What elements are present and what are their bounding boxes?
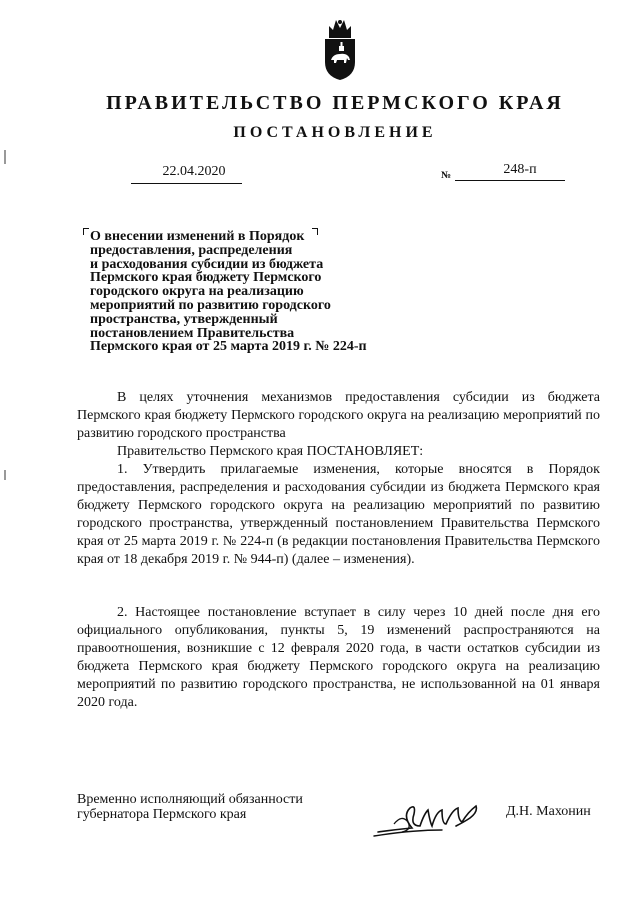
subject-bracket-left (83, 228, 89, 235)
signatory-name: Д.Н. Махонин (506, 804, 591, 819)
government-title: ПРАВИТЕЛЬСТВО ПЕРМСКОГО КРАЯ (106, 92, 564, 114)
number-sign: № (441, 170, 452, 181)
document-date: 22.04.2020 (162, 164, 226, 179)
resolution-heading: Правительство Пермского края ПОСТАНОВЛЯЕТ: (117, 444, 424, 459)
number-underline (455, 180, 565, 181)
document-type: ПОСТАНОВЛЕНИЕ (233, 124, 437, 141)
signatory-role: Временно исполняющий обязанности губернатора Пермского края (77, 792, 303, 822)
coat-of-arms-icon (322, 16, 358, 82)
scan-edge-mark (4, 150, 6, 164)
clause-2-paragraph: 2. Настоящее постановление вступает в силу через 10 дней после дня его официального опубликования, пункты 5, 19 изменений распространяются на правоотношения, возникшие с 12 февраля 2020 года, в части остатков субсидии из бюджета Пермского края бюджету Пермского городского округа на реализацию мероприятий по развитию городского пространства, не использованной на 01 января 2020 года. (77, 605, 600, 710)
document-subject: О внесении изменений в Порядок предоставления, распределения и расходования субсидии из бюджета Пермского края бюджету Пермского городского округа на реализацию мероприятий по развитию городского пространства, утвержденный постановлением Правительства Пермского края от 25 марта 2019 г. № 224-п (90, 229, 367, 355)
clause-1-paragraph: 1. Утвердить прилагаемые изменения, которые вносятся в Порядок предоставления, распределения и расходования субсидии из бюджета Пермского края бюджету Пермского городского округа на реализацию мероприятий по развитию городского пространства, утвержденный постановлением Правительства Пермского края от 25 марта 2019 г. № 224-п (в редакции постановления Правительства Пермского края от 18 декабря 2019 г. № 944-п) (далее – изменения). (77, 462, 600, 567)
scan-edge-mark (4, 470, 6, 480)
preamble-paragraph: В целях уточнения механизмов предоставления субсидии из бюджета Пермского края бюджету Пермского городского округа на реализацию мероприятий по развитию городского пространства (77, 390, 600, 441)
date-underline (131, 183, 242, 184)
document-number: 248-п (503, 162, 537, 177)
handwritten-signature (372, 800, 484, 840)
